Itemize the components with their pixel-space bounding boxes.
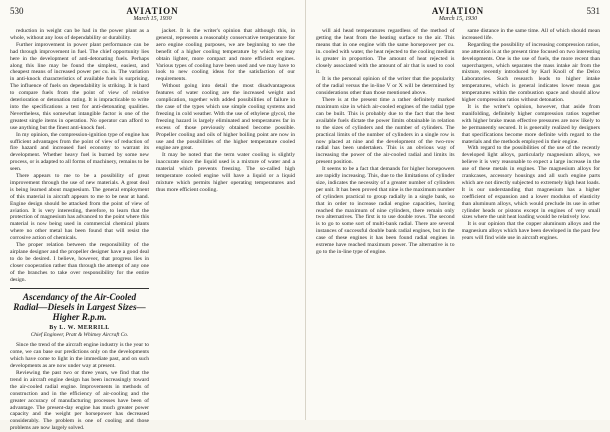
divider — [10, 288, 149, 289]
paragraph: Further improvement in power plant performance can be had through improvement in fuel. The chief opportunity lies here in the development of anti-detonating fuels. Perhaps along this line may be found the simplest, easiest, and cheapest means of increased power per cu. in. The variation in anti-knock characteristics of available fuels is surprising. The influence of fuels on dependability is striking. It is hard to compare fuels from the point of view of relative deterioration or detonation rating. It is impracticable to write into the specifications a test for anti-detonating qualities. Nevertheless, this somewhat intangible factor is one of the greatest single items in operation. No operator can afford to use anything but the finest anti-knock fuel. — [10, 41, 149, 131]
right-page-header — [316, 6, 600, 28]
paragraph: It seems to be a fact that demands for higher horsepowers are rapidly increasing. This, due to the limitations of cylinder size, indicates the necessity of a greater number of cylinders per unit. It has been proved that nine is the maximum number of cylinders practical to group radially in a single bank, so that in order to increase radial engine capacities, having reached the maximum of nine cylinders, there remain only two alternatives. The first is to use double rows. The second is to go to some sort of multi-bank radial. There are several instances of successful double bank radial engines, but in the case of these engines it has been found radial engines in extreme have reached maximum power. The alternative is to go to the in-line type of engine. — [316, 166, 455, 255]
paragraph: In my opinion, the compression-ignition type of engine has sufficient advantages from the point of view of reduction of fire hazard and increased fuel economy to warrant its development. Whether heavy fuel is burned by some new process, or is adapted to all forms of machinery, remains to be seen. — [10, 131, 149, 173]
paragraph: There is at the present time a rather definitely marked maximum size in which air-cooled engines of the radial type can be built. This is probably due to the fact that the best available fuels dictate the power limits obtainable in relation to the sizes of cylinders and the number of cylinders. The practical limits of the number of cylinders in a single row is now placed at nine and the development of the two-row radial has been undertaken. This is an obvious way of increasing the power of the air-cooled radial and limits its present position. — [316, 97, 455, 166]
paragraph: Without going into detail the most disadvantageous features of water cooling are the increased weight and complication, together with added possibilities of failure in the case of the types which use simple cooling systems and freezing in cold weather. With the use of ethylene glycol, the freezing hazard is largely eliminated and temperatures far in excess of those previously obtained become possible. Propeller cooling and oils of higher boiling point are now in use and the possibilities of the higher temperature cooled engine are great. — [156, 83, 295, 152]
paragraph: The proper relation between the responsibility of the airplane designer and the propeller designer have a good deal to do be desired. I believe, however, that progress lies in closer cooperation rather than through the attempt of any one of the branches to take over responsibility for the entire design. — [10, 242, 149, 283]
paragraph: Regarding the possibility of increasing compression ratios, one attention is at the present time focused on two interesting developments. One is the use of fuels, the more recent than superchargers, which separates the mass intake air from the mixture, recently introduced by Karl Knoll of the Delco Laboratories. Such research leads to higher intake temperatures, which is general indicates lower mean gas temperatures within the combustion space and should allow higher compression ratios without detonation. — [461, 41, 600, 104]
journal-title: AVIATION — [126, 6, 179, 16]
issue-date: March 15, 1930 — [133, 16, 172, 22]
left-column-2 — [156, 28, 295, 432]
paragraph: jacket. It is the writer's opinion that although this, in general, represents a reasonably conservative temperature for aero engine cooling purposes, we are beginning to see the benefit of a higher cooling temperature by which we may obtain lighter, more compact and more efficient engines. Various types of cooling have been used and we may have to look to new cooling ideas for the satisfaction of our requirements. — [156, 28, 295, 83]
left-columns — [10, 28, 295, 432]
paragraph: Since the trend of the aircraft engine industry is the year to come, we can base our predictions only on the developments which have come to light in the immediate past, and on such developments as are now under way at present. — [10, 342, 149, 370]
right-column-1 — [316, 28, 455, 256]
article-title: Ascendancy of the Air-Cooled Radial—Diesels in Largest Sizes—Higher R.p.m. — [13, 291, 146, 322]
paragraph: Reviewing the past two or three years, we find that the trend in aircraft engine design has been increasingly toward the air-cooled radial engine. Improvements in methods of construction and in the efficiency of air-cooling and the greater accuracy of manufacturing processes have been of advantage. The present-day engine has much greater power capacity and the weight per horsepower has decreased considerably. The problem is one of cooling and those problems are now largely solved. — [10, 369, 149, 432]
right-column-2 — [462, 28, 601, 256]
author-affiliation: Chief Engineer, Pratt & Whitney Aircraft Co. — [30, 332, 129, 339]
paragraph: reduction in weight can be had in the power plant as a whole, without any loss of dependability or durability. — [10, 28, 149, 41]
right-page — [305, 0, 610, 420]
paragraph: With regard to the possibilities of the use of the recently developed light alloys, particularly magnesium alloys, we believe it is very reasonable to expect a large increase in the use of these metals in engines. The magnesium alloys for crankcases, accessory housings and all such engine parts which are not directly subjected to extremely high heat loads. It is our understanding that magnesium has a higher coefficient of expansion and a lower modulus of elasticity than aluminum alloys, which would preclude its use in other cylinder heads or pistons except in engines of very small sizes where the unit heat loading would be relatively low. — [461, 145, 600, 221]
journal-title: AVIATION — [431, 6, 485, 16]
page-number: 531 — [586, 6, 600, 16]
page-number: 530 — [10, 6, 24, 16]
paragraph: It is our opinion that the copper aluminum alloys and the magnesium alloys which have been developed in the past few years will find wide use in aircraft engines. — [461, 221, 600, 242]
left-page-header — [10, 6, 295, 28]
author-byline: By L. W. MERRILL — [49, 324, 110, 331]
paragraph: It may be noted that the term water cooling is slightly inaccurate since the liquid used is a mixture of water and a material which prevents freezing. The so-called high temperature cooled engine will have a liquid or a liquid mixture which permits higher operating temperatures and thus more efficient cooling. — [156, 152, 295, 193]
paragraph: It is the personal opinion of the writer that the popularity of the radial versus the in-line V or X will be determined by considerations other than those mentioned above. — [316, 76, 455, 97]
right-columns — [316, 28, 600, 256]
paragraph: same distance in the same time. All of which should mean increased life. — [461, 28, 600, 41]
paragraph: It is the writer's opinion, however, that aside from manifolding, definitely higher compression ratios together with higher brake mean effective pressures are now likely to be permanently secured. It is generally realized by designers that specifications become more definite with regard to the materials and the methods employed in their engine. — [461, 103, 600, 145]
paragraph: will aid head temperatures regardless of the method of getting the heat from the heating surface to the air. This means that in one engine with the same horsepower per cu. in. cooled with water, the heat rejected to the cooling medium is greater in proportion. The amount of heat rejected is closely associated with the amount of air that is used to cool it. — [316, 28, 455, 76]
issue-date: March 15, 1930 — [438, 16, 478, 22]
paragraph: There appears to me to be a possibility of great improvement through the use of new materials. A great deal is being learned about magnesium. The general employment of this material in aircraft appears to me to be near at hand. Engine design should be attacked from the point of view of aviation. It is very interesting, therefore, to learn that the protection of magnesium has advanced to the point where this material is now being used in commercial chemical plants where no other metal has been found that will resist the corrosive action of chemicals. — [10, 173, 149, 242]
left-column-1 — [10, 28, 149, 432]
